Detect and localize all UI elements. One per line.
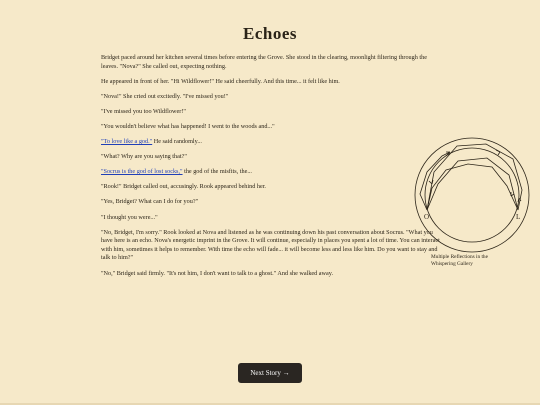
point-l-label: L [516,213,521,221]
paragraph: "You wouldn't believe what has happened! I went to the woods and..." [101,122,275,130]
paragraph: "What? Why are you saying that?" [101,153,187,161]
inner-circle [425,148,519,242]
reflection-path-middle [427,164,518,210]
paragraph: "Rook!" Bridget called out, accusingly. Rook appeared behind her. [101,183,266,191]
reflection-path-left [420,152,450,210]
paragraph: "No," Bridget said firmly. "It's not him, I don't want to talk to a ghost." And she walked away. [101,269,334,277]
paragraph: "Nova!" She cried out excitedly. "I've missed you!" [101,92,229,100]
figure-caption: Multiple Reflections in the Whispering Gallery [431,254,488,267]
paragraph: "To love like a god." He said randomly... [101,138,202,146]
paragraph: "I thought you were..." [101,213,158,221]
paragraph: He appeared in front of her. "Hi Wildflower!" He said cheerfully. And this time... it felt like him. [101,77,340,85]
whispering-gallery-diagram [408,128,536,263]
paragraph: "I've missed you too Wildflower!" [101,107,186,115]
story-title: Echoes [243,24,297,43]
socrus-link[interactable]: "Socrus is the god of lost socks," [101,168,183,176]
reflection-path-inner [427,158,518,210]
reflection-path-outer [427,144,522,210]
to-love-like-a-god-link[interactable]: "To love like a god." [101,138,153,146]
arrow-mark [496,150,500,155]
paragraph: "Socrus is the god of lost socks," the god of the misfits, the... [101,168,252,176]
point-o-label: O [424,213,430,221]
paragraph: "Yes, Bridget? What can I do for you?" [101,198,199,206]
paragraph: Bridget paced around her kitchen several times before entering the Grove. She stood in the clearing, moonlight filtering through the leaves. "Nova?" She called out, expecting nothing. [101,54,427,70]
paragraph: "No, Bridget, I'm sorry." Rook looked at Nova and listened as he was continuing down his past conversation about Socrus. "What you have here is an echo. Nova's energetic imprint in the Grove. It will continue, especially in places you spent a lot of time. You can interact with him, sometimes it helps to remember. With time the echo will fade... it will become less and less like him. Do you want to stay and talk to him?" [101,228,440,262]
story-body [101,54,441,285]
next-story-button[interactable]: Next Story → [238,363,302,383]
